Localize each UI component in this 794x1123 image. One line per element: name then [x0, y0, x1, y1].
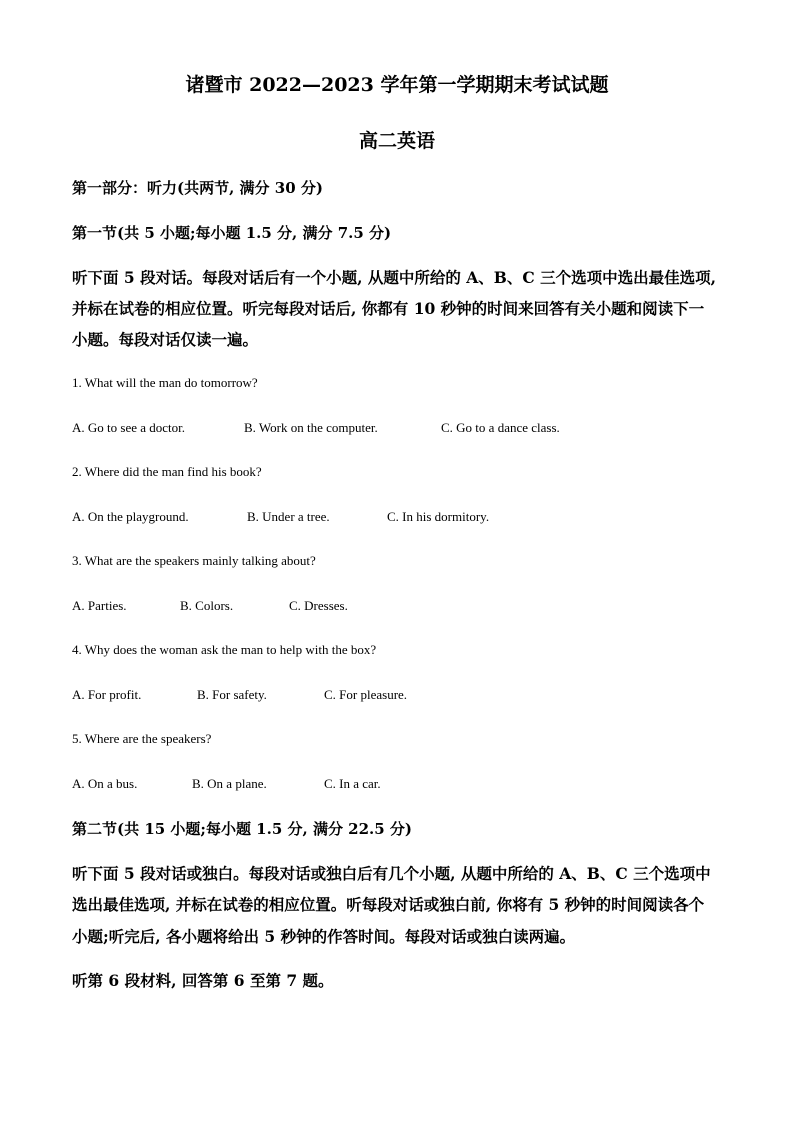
exam-title: 诸暨市 2022—2023 学年第一学期期末考试试题: [185, 74, 609, 96]
section2-instruction-line: 小题;听完后, 各小题将给出 5 秒钟的作答时间。每段对话或独白读两遍。: [72, 927, 576, 946]
option-a: A. Go to see a doctor.: [72, 420, 186, 435]
option-b: B. Work on the computer.: [244, 420, 378, 435]
section1-instruction-line: 并标在试卷的相应位置。听完每段对话后, 你都有 10 秒钟的时间来回答有关小题和阅读下一: [72, 299, 705, 318]
section1-instruction-line: 听下面 5 段对话。每段对话后有一个小题, 从题中所给的 A、B、C 三个选项中选出最佳选项,: [72, 268, 717, 287]
section2-instruction-line: 选出最佳选项, 并标在试卷的相应位置。听每段对话或独白前, 你将有 5 秒钟的时间阅读各个: [72, 895, 705, 914]
option-c: C. Dresses.: [289, 598, 348, 613]
question-4: 4. Why does the woman ask the man to help with the box?: [72, 642, 377, 657]
section1-instruction-line: 小题。每段对话仅读一遍。: [72, 330, 259, 349]
question-5: 5. Where are the speakers?: [72, 731, 212, 746]
question-3: 3. What are the speakers mainly talking about?: [72, 553, 316, 568]
option-a: A. On the playground.: [72, 509, 189, 524]
option-c: C. Go to a dance class.: [441, 420, 560, 435]
option-a: A. Parties.: [72, 598, 127, 613]
option-a: A. For profit.: [72, 687, 142, 702]
part1-heading: 第一部分：听力(共两节, 满分 30 分): [72, 179, 323, 197]
option-a: A. On a bus.: [72, 776, 138, 791]
question-1: 1. What will the man do tomorrow?: [72, 375, 258, 390]
section2-heading: 第二节(共 15 小题;每小题 1.5 分, 满分 22.5 分): [72, 820, 413, 838]
option-b: B. For safety.: [197, 687, 267, 702]
exam-subtitle: 高二英语: [358, 130, 435, 152]
section1-heading: 第一节(共 5 小题;每小题 1.5 分, 满分 7.5 分): [72, 224, 392, 242]
option-c: C. For pleasure.: [324, 687, 408, 702]
option-b: B. On a plane.: [192, 776, 267, 791]
question-2: 2. Where did the man find his book?: [72, 464, 262, 479]
option-c: C. In his dormitory.: [387, 509, 490, 524]
option-c: C. In a car.: [324, 776, 381, 791]
section2-instruction-line: 听下面 5 段对话或独白。每段对话或独白后有几个小题, 从题中所给的 A、B、C 三个选项中: [72, 864, 711, 883]
option-b: B. Colors.: [180, 598, 234, 613]
material-note: 听第 6 段材料, 回答第 6 至第 7 题。: [72, 971, 334, 990]
option-b: B. Under a tree.: [247, 509, 330, 524]
